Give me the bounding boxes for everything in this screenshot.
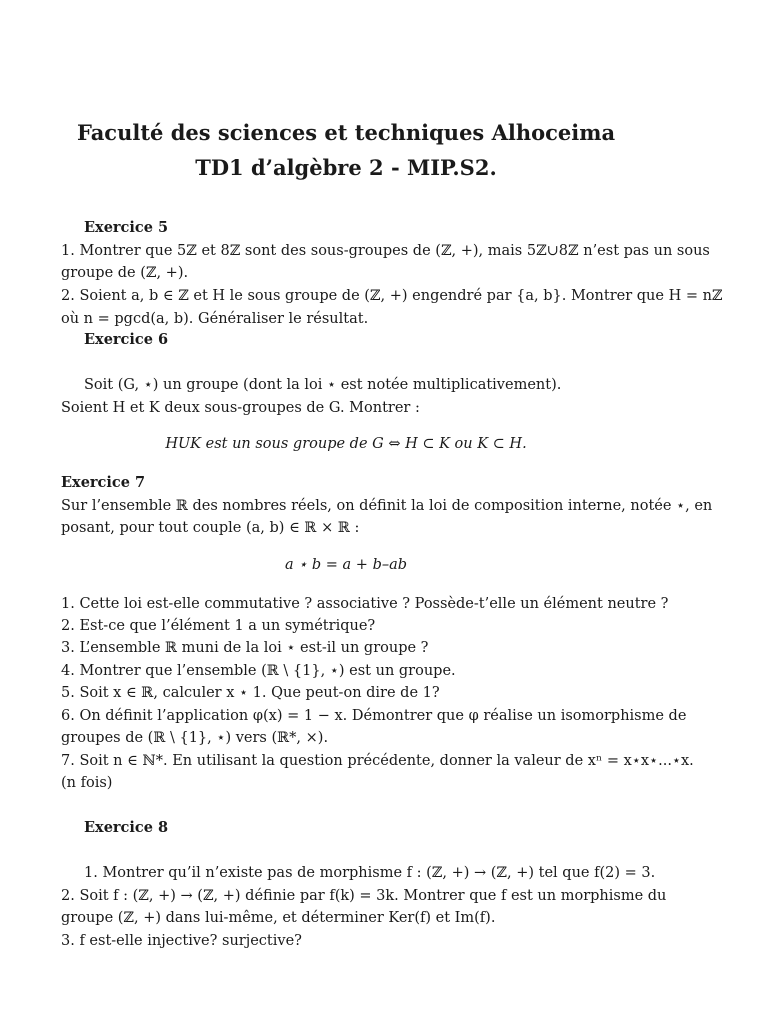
exercise-7-question-4: 4. Montrer que l’ensemble (ℝ \ {1}, ⋆) est un groupe. [61,663,456,679]
exercise-7-heading: Exercice 7 [61,474,146,491]
exercise-6-heading: Exercice 6 [84,331,169,348]
exercise-7-question-6-line-2: groupes de (ℝ \ {1}, ⋆) vers (ℝ*, ×). [61,730,329,746]
exercise-7-question-3: 3. L’ensemble ℝ muni de la loi ⋆ est-il un groupe ? [61,640,429,656]
exercise-7-question-6-line-1: 6. On définit l’application φ(x) = 1 − x. Démontrer que φ réalise un isomorphisme de [61,708,687,724]
exercise-5-line-4: où n = pgcd(a, b). Généraliser le résultat. [61,311,369,327]
exercise-5-line-1: 1. Montrer que 5ℤ et 8ℤ sont des sous-groupes de (ℤ, +), mais 5ℤ∪8ℤ n’est pas un sous [61,243,710,259]
exercise-7-formula: a ⋆ b = a + b–ab [284,557,408,573]
exercise-8-question-3: 3. f est-elle injective? surjective? [61,933,302,949]
exercise-8-question-2-line-2: groupe (ℤ, +) dans lui-même, et déterminer Ker(f) et Im(f). [61,910,496,926]
exercise-7-question-2: 2. Est-ce que l’élément 1 a un symétrique? [61,618,376,634]
exercise-5-line-2: groupe de (ℤ, +). [61,265,189,281]
exercise-5-line-3: 2. Soient a, b ∈ ℤ et H le sous groupe de (ℤ, +) engendré par {a, b}. Montrer que H = nℤ [61,288,723,304]
exercise-6-formula: HUK est un sous groupe de G ⇔ H ⊂ K ou K ⊂ H. [165,436,527,452]
exercise-6-line-2: Soient H et K deux sous-groupes de G. Montrer : [61,400,420,416]
exercise-6-line-1: Soit (G, ⋆) un groupe (dont la loi ⋆ est notée multiplicativement). [84,377,562,393]
exercise-7-question-5: 5. Soit x ∈ ℝ, calculer x ⋆ 1. Que peut-on dire de 1? [61,685,440,701]
document-title-institution: Faculté des sciences et techniques Alhoceima [76,120,616,145]
exercise-5-heading: Exercice 5 [84,219,169,236]
exercise-7-line-2: posant, pour tout couple (a, b) ∈ ℝ × ℝ : [61,520,360,536]
exercise-7-question-7-line-1: 7. Soit n ∈ ℕ*. En utilisant la question précédente, donner la valeur de xⁿ = x⋆x⋆...⋆x. [61,753,694,769]
document-title-course: TD1 d’algèbre 2 - MIP.S2. [195,155,497,180]
exercise-8-heading: Exercice 8 [84,819,169,836]
exercise-7-question-1: 1. Cette loi est-elle commutative ? associative ? Possède-t’elle un élément neutre ? [61,596,669,612]
exercise-7-line-1: Sur l’ensemble ℝ des nombres réels, on définit la loi de composition interne, notée ⋆, en [61,498,713,514]
exercise-8-question-2-line-1: 2. Soit f : (ℤ, +) → (ℤ, +) définie par f(k) = 3k. Montrer que f est un morphisme du [61,888,667,904]
exercise-8-question-1: 1. Montrer qu’il n’existe pas de morphisme f : (ℤ, +) → (ℤ, +) tel que f(2) = 3. [84,865,656,881]
exercise-7-question-7-line-2: (n fois) [61,775,113,791]
